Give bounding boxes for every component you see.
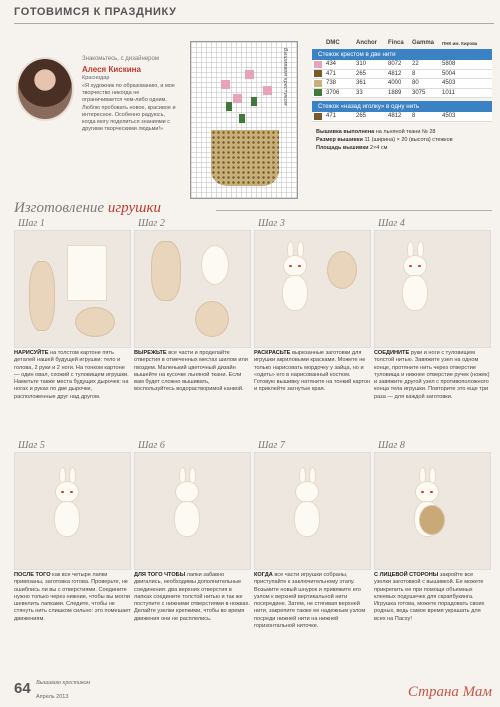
step-text (254, 572, 371, 630)
step-text (134, 572, 251, 623)
color-swatch (314, 113, 322, 120)
section-title-plain: Изготовление (14, 200, 105, 216)
key-cell: 8072 (388, 61, 402, 68)
color-swatch (314, 61, 322, 68)
designer-bio: «Я художник по образованию, и мое творчество никогда не ограничивается чем-либо одним. Люблю пробовать новое, красивое и интересное. Особенно радуюсь, когда могу поделиться знаниями с другими творческими людьми!» (82, 83, 176, 133)
step-photo (374, 230, 491, 348)
designer-intro: Знакомьтесь, с дизайнером (82, 56, 159, 62)
step-lead: РАСКРАСЬТЕ (254, 350, 291, 356)
thread-key (312, 34, 492, 152)
key-cell: 4000 (388, 80, 402, 87)
step-label: Шаг 8 (378, 440, 405, 451)
key-col-gamma: Gamma (412, 40, 435, 46)
step-body: лапки забавно двигались, необходимы дополнительные соединения: два верхних отверстия в лапках соедините толстой нитью и так же поступите с нижними отверстиями в ножках. Делайте узелки крепкими, чтобы во время движения они не расплелись. (134, 572, 250, 622)
key-cell: 8 (412, 113, 416, 120)
key-row (312, 112, 492, 122)
note-done-label: Вышивка выполнена (316, 128, 375, 135)
step-photo (134, 230, 251, 348)
step-text (134, 350, 251, 394)
step-lead: СОЕДИНИТЕ (374, 350, 410, 356)
key-col-finca: Finca (388, 40, 404, 46)
key-header (312, 34, 492, 46)
note-area-label: Площадь вышивки (316, 144, 369, 151)
step-lead: ПОСЛЕ ТОГО (14, 572, 51, 578)
key-row (312, 79, 492, 89)
page-header (14, 6, 494, 24)
step-text (374, 350, 491, 401)
oval-piece (201, 245, 229, 285)
step-label: Шаг 3 (258, 218, 285, 229)
key-cell: 471 (326, 70, 337, 77)
step-text (14, 572, 131, 623)
step-label: Шаг 5 (18, 440, 45, 451)
key-cell: 8 (412, 70, 416, 77)
step-text (374, 572, 491, 623)
key-cell: 471 (326, 113, 337, 120)
note-area-text: 2×4 см (370, 144, 388, 151)
oval-piece (75, 307, 115, 337)
step-lead: ДЛЯ ТОГО ЧТОБЫ (134, 572, 186, 578)
chart-leaf (251, 97, 257, 106)
key-cell: 4812 (388, 113, 402, 120)
step-label: Шаг 4 (378, 218, 405, 229)
step-body: руки и ноги с туловищем толстой нитью. Завяжите узел на одном конце, протяните нить через отверстие туловища и нижнее отверстие ручек (ножек) и завяжите другой узел с противоположного конца тела игрушки. Повторите это еще три раза — для каждой заготовки. (374, 350, 490, 400)
issue-date: Апрель 2013 (36, 694, 69, 700)
step-label: Шаг 6 (138, 440, 165, 451)
site-watermark: Страна Мам (407, 684, 492, 700)
chart-leaf (226, 102, 232, 111)
step-body: закройте все узелки заготовкой с вышивкой. Ее можете прикрепить ее при помощи объемных клеевых подушечек для скрапбукинга. Игрушка готова, можете порадовать своих родных, ведь самое время украшать для всех на Пасху! (374, 572, 485, 622)
key-row (312, 70, 492, 80)
designer-photo (16, 57, 74, 121)
step-text (14, 350, 131, 401)
key-cell: 265 (356, 113, 367, 120)
key-cell: 3706 (326, 89, 340, 96)
step-photo (134, 452, 251, 570)
key-band-back: Стежок «назад иголку» в одну нить (312, 101, 492, 112)
color-swatch (314, 80, 322, 87)
key-cell: 434 (326, 61, 337, 68)
key-cell: 3075 (412, 89, 426, 96)
step-body: как все четыре лапки привязаны, заготовка готова. Проверьте, не ошиблись ли вы с отверстиями. Соедините нужно только через нижние, чтобы вы могли шевелить лапками. Следите, чтобы не стянуть нить слишком сильно: это помешает движениям. (14, 572, 131, 622)
magazine-logo: Вышиваю крестиком (36, 680, 91, 686)
step-photo (14, 452, 131, 570)
step-photo (14, 230, 131, 348)
step-photo (254, 230, 371, 348)
embroidery-piece (327, 251, 357, 289)
key-col-pnk: ПНК им. Кирова (442, 41, 478, 46)
bunny-body-piece (151, 241, 181, 301)
page-header-title: ГОТОВИМСЯ К ПРАЗДНИКУ (14, 6, 177, 18)
cardboard-sheet (67, 245, 107, 301)
step-body: все части игрушки собраны, приступайте к заключительному этапу. Возьмите новый шнурок и привяжите его узлом к верхней вертикальной нити посередине. Затем, не стягивая верхней нити, закрепите также ее надежным узлом посреди нижней нити на нижней горизонтальной ниточке. (254, 572, 366, 630)
note-size-text: 11 (ширина) × 20 (высота) стежков (364, 136, 453, 143)
section-title-accent: игрушки (107, 200, 161, 216)
step-lead: НАРИСУЙТЕ (14, 350, 49, 356)
page-number: 64 (14, 680, 31, 697)
chart-flower (233, 94, 242, 103)
note-done-text: на льняной ткани № 28 (375, 128, 436, 135)
chart-flower (263, 86, 272, 95)
key-cell: 4503 (442, 80, 456, 87)
key-back-rows (312, 112, 492, 122)
key-cell: 4812 (388, 70, 402, 77)
step-lead: КОГДА (254, 572, 273, 578)
embroidery-piece (195, 301, 229, 337)
step-body: все части и проделайте отверстия в отмеченных местах шилом или гвоздем. Маленький цветочный дизайн вышейте на кусочке льняной ткани. Если вам будет сложно вышивать, воспользуйтесь водорастворимой канвой. (134, 350, 248, 393)
key-row (312, 89, 492, 99)
step-lead: С ЛИЦЕВОЙ СТОРОНЫ (374, 572, 439, 578)
section-divider (216, 210, 492, 211)
chart-flower (245, 70, 254, 79)
chart-signature: Вышиваем крестиком (282, 48, 288, 106)
step-photo (254, 452, 371, 570)
step-lead: ВЫРЕЖЬТЕ (134, 350, 167, 356)
color-swatch (314, 89, 322, 96)
key-cell: 1889 (388, 89, 402, 96)
chart-basket (211, 130, 279, 186)
bunny-outline (29, 261, 55, 331)
key-col-dmc: DMC (326, 40, 340, 46)
step-text (254, 350, 371, 394)
chart-flower (221, 80, 230, 89)
key-cell: 265 (356, 70, 367, 77)
key-cell: 22 (412, 61, 419, 68)
step-body: на толстом картоне пять деталей нашей будущей игрушки: тело и голова, 2 руки и 2 ноги. На тонком картоне — один овал, схожий с туловищем игрушки. Наметьте также места будущих дырочек: на ногах и руках по две дырочки, расположенные друг над другом. (14, 350, 129, 400)
key-cell: 310 (356, 61, 367, 68)
step-label: Шаг 7 (258, 440, 285, 451)
key-row (312, 60, 492, 70)
key-cell: 5808 (442, 61, 456, 68)
section-title (14, 200, 161, 217)
key-cross-rows (312, 60, 492, 98)
key-col-anchor: Anchor (356, 40, 377, 46)
step-label: Шаг 1 (18, 218, 45, 229)
step-body: вырезанные заготовки для игрушки акриловыми красками. Можете не только нарисовать мордочку у зайца, но и «одеть» его в нарисованный костюм. Готовую вышивку натяните на тонкий картон и приклейте загнутые края. (254, 350, 371, 393)
key-cell: 738 (326, 80, 337, 87)
color-swatch (314, 70, 322, 77)
step-label: Шаг 2 (138, 218, 165, 229)
designer-name: Алеся Кискина (82, 65, 141, 74)
key-cell: 80 (412, 80, 419, 87)
step-photo (374, 452, 491, 570)
key-cell: 5004 (442, 70, 456, 77)
embroidery-piece (419, 505, 445, 535)
key-band-cross: Стежок крестом в две нити (312, 49, 492, 60)
key-cell: 361 (356, 80, 367, 87)
key-cell: 1011 (442, 89, 455, 96)
key-note (312, 128, 492, 152)
key-cell: 4503 (442, 113, 456, 120)
designer-city: Краснодар (82, 75, 110, 81)
designer-block (82, 56, 180, 133)
key-cell: 33 (356, 89, 363, 96)
chart-leaf (239, 114, 245, 123)
note-size-label: Размер вышивки (316, 136, 363, 143)
